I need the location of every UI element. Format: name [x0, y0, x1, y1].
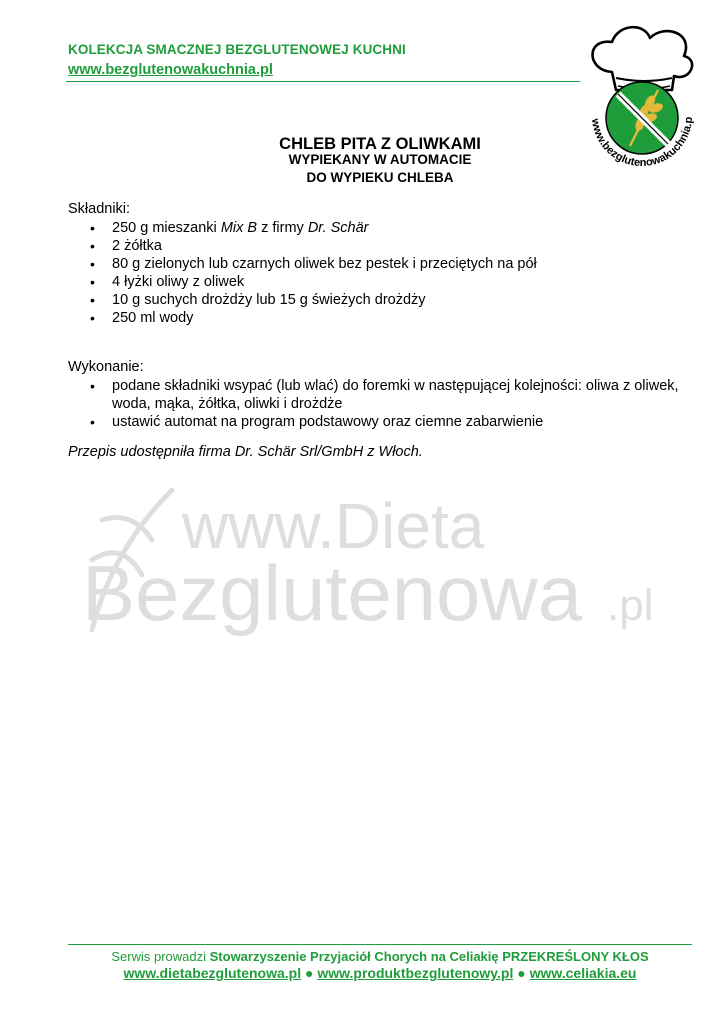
- watermark: [82, 480, 682, 640]
- watermark-line1: www.Dieta: [182, 490, 485, 562]
- ingredient-item: • 80 g zielonych lub czarnych oliwek bez pestek i przeciętych na pół: [90, 256, 537, 272]
- method-step: • ustawić automat na program podstawowy oraz ciemne zabarwienie: [90, 414, 544, 430]
- bullet-icon: •: [90, 256, 95, 272]
- site-link[interactable]: www.bezglutenowakuchnia.pl: [68, 62, 273, 78]
- bullet-icon: •: [90, 310, 95, 326]
- ingredient-item: • 250 ml wody: [90, 310, 194, 326]
- recipe-credit: Przepis udostępniła firma Dr. Schär Srl/GmbH z Włoch.: [68, 444, 423, 460]
- footer-links: [0, 965, 725, 981]
- footer-divider: [68, 944, 692, 945]
- watermark-line2: Bezglutenowa: [82, 549, 583, 637]
- bullet-icon: •: [90, 292, 95, 308]
- footer-org: Stowarzyszenie Przyjaciół Chorych na Celiakię PRZEKREŚLONY KŁOS: [209, 949, 649, 964]
- footer-link-produkt[interactable]: www.produktbezglutenowy.pl: [317, 965, 514, 981]
- ingredient-item: • 2 żółtka: [90, 238, 162, 254]
- bullet-icon: •: [90, 238, 95, 254]
- footer-service: Serwis prowadzi Stowarzyszenie Przyjaciół Chorych na Celiakię PRZEKREŚLONY KŁOS: [111, 949, 649, 964]
- method-step: • podane składniki wsypać (lub wlać) do foremki w następującej kolejności: oliwa z oliwek, woda, mąka, żółtka, oliwki i drożdże: [90, 378, 679, 412]
- header-divider: [66, 81, 580, 82]
- footer-link-celiakia[interactable]: www.celiakia.eu: [529, 965, 637, 981]
- recipe-title: CHLEB PITA Z OLIWKAMI: [279, 135, 481, 153]
- ingredient-item: • 250 g mieszanki Mix B z firmy Dr. Schär: [90, 220, 369, 236]
- watermark-suffix: .pl: [607, 581, 654, 630]
- bullet-icon: •: [90, 414, 95, 430]
- recipe-subtitle-2: DO WYPIEKU CHLEBA: [306, 170, 454, 185]
- logo-ring-text: www.bezglutenowakuchnia.p: [588, 116, 696, 168]
- bullet-icon: •: [90, 220, 95, 236]
- bullet-icon: •: [90, 274, 95, 290]
- collection-title: KOLEKCJA SMACZNEJ BEZGLUTENOWEJ KUCHNI: [68, 42, 406, 57]
- separator-dot-icon: ●: [305, 965, 314, 981]
- method-steps-list: [90, 377, 702, 431]
- ingredient-item: • 10 g suchych drożdży lub 15 g świeżych drożdży: [90, 292, 426, 308]
- recipe-subtitle-1: WYPIEKANY W AUTOMACIE: [288, 152, 472, 167]
- bullet-icon: •: [90, 378, 95, 394]
- ingredients-list: [90, 219, 537, 327]
- method-label: Wykonanie:: [68, 359, 144, 375]
- ingredient-item: • 4 łyżki oliwy z oliwek: [90, 274, 245, 290]
- footer-link-dieta[interactable]: www.dietabezglutenowa.pl: [123, 965, 302, 981]
- separator-dot-icon: ●: [517, 965, 526, 981]
- ingredients-label: Składniki:: [68, 201, 131, 217]
